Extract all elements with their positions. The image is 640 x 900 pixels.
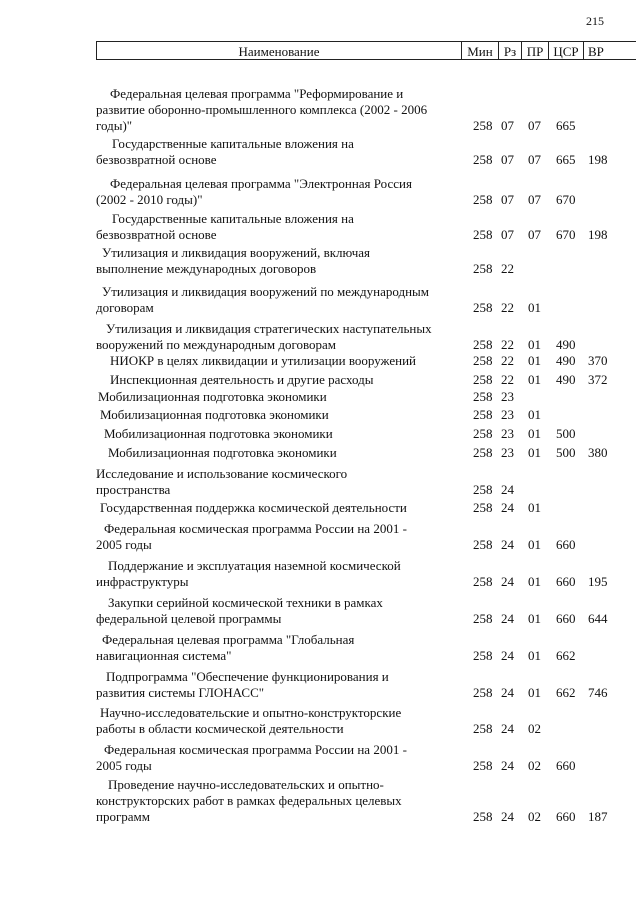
row-name-line: 2005 годы	[96, 758, 152, 773]
cell-rz: 22	[501, 372, 514, 387]
row-name-line: программ	[96, 809, 151, 824]
cell-csr: 660	[556, 809, 576, 824]
cell-min: 258	[473, 261, 493, 276]
cell-min: 258	[473, 500, 493, 515]
cell-min: 258	[473, 353, 493, 368]
cell-csr: 660	[556, 537, 576, 552]
cell-rz: 07	[501, 192, 514, 207]
row-name-line: инфраструктуры	[96, 574, 189, 589]
cell-rz: 24	[501, 574, 514, 589]
table-row	[0, 174, 640, 208]
cell-vr: 187	[588, 809, 608, 824]
row-name	[96, 445, 458, 461]
table-row	[0, 703, 640, 737]
row-name-line: Мобилизационная подготовка экономики	[100, 407, 329, 422]
cell-csr: 660	[556, 758, 576, 773]
cell-pr: 01	[528, 353, 541, 368]
cell-pr: 02	[528, 809, 541, 824]
row-name-line: Научно-исследовательские и опытно-конструкторские	[100, 705, 402, 720]
row-name-line: вооружений по международным договорам	[96, 337, 337, 352]
row-name-line: Утилизация и ликвидация стратегических наступательных	[106, 321, 432, 336]
row-name-line: Исследование и использование космического	[96, 466, 348, 481]
header-vr: ВР	[588, 44, 604, 59]
cell-rz: 07	[501, 152, 514, 167]
cell-csr: 500	[556, 445, 576, 460]
cell-rz: 24	[501, 648, 514, 663]
cell-rz: 07	[501, 227, 514, 242]
row-name-line: Мобилизационная подготовка экономики	[104, 426, 333, 441]
row-name-line: Утилизация и ликвидация вооружений по международным	[102, 284, 430, 299]
cell-pr: 01	[528, 300, 541, 315]
row-name-line: Закупки серийной космической техники в рамках	[108, 595, 383, 610]
cell-csr: 670	[556, 192, 576, 207]
table-row	[0, 443, 640, 461]
cell-vr: 370	[588, 353, 608, 368]
row-name-line: годы)"	[96, 118, 133, 133]
cell-csr: 660	[556, 611, 576, 626]
cell-min: 258	[473, 407, 493, 422]
row-name-line: развития системы ГЛОНАСС"	[96, 685, 265, 700]
cell-pr: 01	[528, 426, 541, 441]
cell-rz: 24	[501, 500, 514, 515]
table-row	[0, 319, 640, 353]
row-name-line: Мобилизационная подготовка экономики	[108, 445, 337, 460]
cell-min: 258	[473, 227, 493, 242]
row-name-line: Поддержание и эксплуатация наземной космической	[108, 558, 401, 573]
row-name-line: пространства	[96, 482, 171, 497]
table-row	[0, 740, 640, 774]
cell-pr: 07	[528, 152, 541, 167]
table-row	[0, 498, 640, 516]
cell-csr: 490	[556, 353, 576, 368]
header-csr: ЦСР	[549, 42, 584, 59]
cell-min: 258	[473, 758, 493, 773]
table-row	[0, 243, 640, 277]
cell-rz: 23	[501, 426, 514, 441]
cell-rz: 22	[501, 300, 514, 315]
cell-vr: 380	[588, 445, 608, 460]
row-name-line: Государственная поддержка космической деятельности	[100, 500, 407, 515]
row-name-line: конструкторских работ в рамках федеральных целевых	[96, 793, 402, 808]
cell-min: 258	[473, 118, 493, 133]
page-number: 215	[586, 14, 604, 28]
cell-vr: 198	[588, 152, 608, 167]
cell-min: 258	[473, 426, 493, 441]
row-name-line: безвозвратной основе	[96, 227, 217, 242]
cell-vr: 372	[588, 372, 608, 387]
row-name-line: Утилизация и ликвидация вооружений, включая	[102, 245, 371, 260]
table-row	[0, 387, 640, 405]
cell-csr: 670	[556, 227, 576, 242]
cell-pr: 01	[528, 685, 541, 700]
row-name	[96, 777, 458, 825]
row-name-line: Федеральная целевая программа "Глобальная	[102, 632, 355, 647]
table-row	[0, 84, 640, 134]
cell-min: 258	[473, 482, 493, 497]
row-name	[96, 176, 458, 208]
cell-csr: 500	[556, 426, 576, 441]
cell-min: 258	[473, 611, 493, 626]
cell-vr: 644	[588, 611, 608, 626]
row-name	[96, 500, 458, 516]
cell-csr: 662	[556, 648, 576, 663]
cell-min: 258	[473, 192, 493, 207]
row-name	[96, 426, 458, 442]
row-name	[96, 632, 458, 664]
row-name-line: Инспекционная деятельность и другие расходы	[110, 372, 374, 387]
table-row	[0, 464, 640, 498]
header-rz: Рз	[499, 42, 522, 59]
cell-csr: 490	[556, 372, 576, 387]
cell-rz: 24	[501, 482, 514, 497]
row-name	[96, 466, 458, 498]
cell-pr: 01	[528, 445, 541, 460]
cell-min: 258	[473, 721, 493, 736]
cell-pr: 01	[528, 372, 541, 387]
row-name-line: 2005 годы	[96, 537, 152, 552]
cell-min: 258	[473, 152, 493, 167]
cell-vr: 195	[588, 574, 608, 589]
cell-rz: 23	[501, 407, 514, 422]
row-name-line: Государственные капитальные вложения на	[112, 211, 354, 226]
header-name: Наименование	[97, 42, 462, 59]
cell-pr: 01	[528, 500, 541, 515]
cell-rz: 24	[501, 685, 514, 700]
table-row	[0, 593, 640, 627]
cell-rz: 23	[501, 445, 514, 460]
cell-pr: 01	[528, 648, 541, 663]
row-name-line: Федеральная космическая программа России на 2001 -	[104, 742, 407, 757]
cell-csr: 490	[556, 337, 576, 352]
row-name-line: Федеральная космическая программа России на 2001 -	[104, 521, 407, 536]
table-row	[0, 630, 640, 664]
table-row	[0, 134, 640, 168]
cell-min: 258	[473, 337, 493, 352]
row-name-line: (2002 - 2010 годы)"	[96, 192, 203, 207]
cell-pr: 07	[528, 227, 541, 242]
row-name-line: Проведение научно-исследовательских и опытно-	[108, 777, 384, 792]
table-header	[96, 41, 636, 60]
table-row	[0, 556, 640, 590]
row-name	[96, 521, 458, 553]
cell-rz: 24	[501, 758, 514, 773]
header-min: Мин	[462, 42, 499, 59]
cell-min: 258	[473, 809, 493, 824]
table-row	[0, 370, 640, 388]
table-row	[0, 519, 640, 553]
cell-rz: 24	[501, 611, 514, 626]
row-name	[96, 558, 458, 590]
table-row	[0, 405, 640, 423]
cell-pr: 02	[528, 721, 541, 736]
row-name	[96, 372, 458, 388]
row-name	[96, 595, 458, 627]
cell-rz: 24	[501, 721, 514, 736]
cell-vr: 198	[588, 227, 608, 242]
row-name-line: выполнение международных договоров	[96, 261, 317, 276]
row-name	[96, 284, 458, 316]
cell-pr: 07	[528, 118, 541, 133]
row-name-line: работы в области космической деятельности	[96, 721, 344, 736]
row-name	[96, 389, 458, 405]
cell-csr: 665	[556, 118, 576, 133]
row-name	[96, 86, 458, 134]
cell-pr: 01	[528, 611, 541, 626]
cell-rz: 24	[501, 809, 514, 824]
row-name-line: Мобилизационная подготовка экономики	[98, 389, 327, 404]
cell-min: 258	[473, 300, 493, 315]
row-name-line: развитие оборонно-промышленного комплекса (2002 - 2006	[96, 102, 428, 117]
row-name-line: договорам	[96, 300, 154, 315]
cell-csr: 662	[556, 685, 576, 700]
cell-rz: 23	[501, 389, 514, 404]
cell-pr: 01	[528, 407, 541, 422]
row-name-line: Подпрограмма "Обеспечение функционирования и	[106, 669, 389, 684]
row-name-line: безвозвратной основе	[96, 152, 217, 167]
header-pr: ПР	[522, 42, 549, 59]
cell-pr: 01	[528, 574, 541, 589]
cell-pr: 01	[528, 537, 541, 552]
row-name	[96, 407, 458, 423]
cell-csr: 665	[556, 152, 576, 167]
row-name-line: Федеральная целевая программа "Электронная Россия	[110, 176, 412, 191]
row-name	[96, 136, 458, 168]
cell-min: 258	[473, 685, 493, 700]
cell-pr: 01	[528, 337, 541, 352]
row-name	[96, 669, 458, 701]
cell-min: 258	[473, 372, 493, 387]
table-row	[0, 775, 640, 825]
row-name	[96, 742, 458, 774]
cell-rz: 22	[501, 337, 514, 352]
cell-min: 258	[473, 537, 493, 552]
row-name-line: Государственные капитальные вложения на	[112, 136, 354, 151]
cell-min: 258	[473, 445, 493, 460]
table-row	[0, 209, 640, 243]
row-name-line: навигационная система"	[96, 648, 232, 663]
cell-csr: 660	[556, 574, 576, 589]
row-name-line: федеральной целевой программы	[96, 611, 282, 626]
cell-rz: 22	[501, 353, 514, 368]
cell-min: 258	[473, 648, 493, 663]
row-name-line: НИОКР в целях ликвидации и утилизации вооружений	[110, 353, 416, 368]
cell-rz: 07	[501, 118, 514, 133]
row-name	[96, 353, 458, 369]
row-name	[96, 321, 458, 353]
table-row	[0, 282, 640, 316]
table-row	[0, 667, 640, 701]
cell-rz: 22	[501, 261, 514, 276]
cell-min: 258	[473, 389, 493, 404]
table-row	[0, 424, 640, 442]
row-name	[96, 705, 458, 737]
cell-min: 258	[473, 574, 493, 589]
row-name	[96, 211, 458, 243]
row-name-line: Федеральная целевая программа "Реформирование и	[110, 86, 404, 101]
cell-pr: 02	[528, 758, 541, 773]
table-row	[0, 351, 640, 369]
cell-rz: 24	[501, 537, 514, 552]
cell-vr: 746	[588, 685, 608, 700]
cell-pr: 07	[528, 192, 541, 207]
row-name	[96, 245, 458, 277]
